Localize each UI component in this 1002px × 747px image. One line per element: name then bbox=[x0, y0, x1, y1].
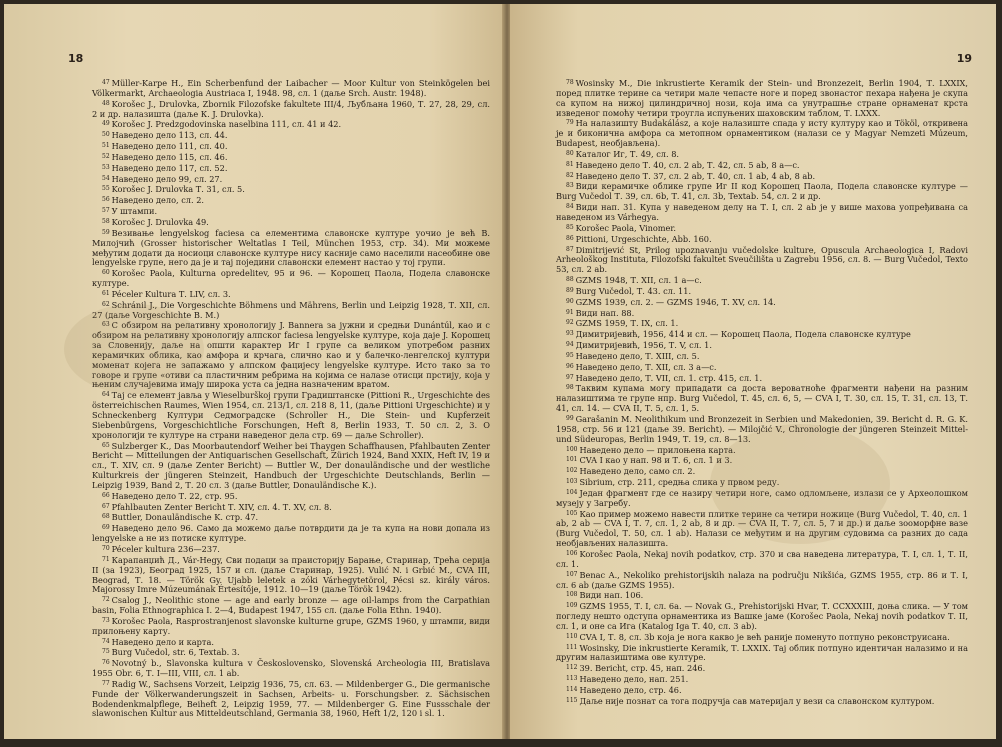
footnote-text: Наведено дело, Т. VII, сл. 1. стр. 415, сл. 1. bbox=[575, 372, 763, 383]
footnote-number: 87 bbox=[566, 245, 574, 253]
footnote bbox=[556, 362, 968, 373]
footnote bbox=[92, 174, 490, 185]
footnote-number: 97 bbox=[566, 373, 574, 381]
footnote-text: Novotný b., Slavonska kultura v Československo, Slovenská Archeologia III, Bratislava 1955 Obr. 6, Т. I—III, VIII, сл. 1 ab. bbox=[92, 658, 490, 679]
footnote bbox=[556, 373, 968, 384]
footnote bbox=[92, 99, 490, 120]
left-page bbox=[4, 4, 504, 739]
footnote bbox=[556, 549, 968, 570]
footnote-text: Везивање lengyelskog faciesa са елементима славонске културе уочио је већ В. Милојчић (Grosser historischer Weltatlas I Teil, München 1953, стр. 34). Ми можеме међутим додати да носиоци славонске културе нису касније само населили насеобине ове lengyelske групе, него да је и тај поједини славонски елемент настао у тој групи. bbox=[92, 227, 490, 268]
footnote bbox=[92, 152, 490, 163]
footnote-number: 77 bbox=[102, 679, 110, 687]
footnote-number: 92 bbox=[566, 319, 574, 327]
footnote-number: 76 bbox=[102, 659, 110, 667]
footnote-text: Види керамичке облике групе Иг II код Корошец Паола, Подела славонске културе — Burg Vučedol Т. 39, сл. 6b, Т. 41, сл. 3b, Textab. 54, сл. 2 и др. bbox=[556, 181, 968, 202]
footnote-text: Müller-Karpe H., Ein Scherbenfund der Laibacher — Moor Kultur von Steinkögelen bei Völkermarkt, Archaeologia Austriaca I, 1948. 98, сл. 1 (даље Srch. Austr. 1948). bbox=[92, 78, 490, 98]
footnote bbox=[556, 663, 968, 674]
footnote bbox=[92, 491, 490, 502]
footnote-number: 79 bbox=[566, 119, 574, 127]
footnote-number: 56 bbox=[102, 196, 110, 204]
footnote-text: Garašanin M. Neolithikum und Bronzezeit in Serbien und Makedonien, 39. Bericht d. R. G. K. 1958, стр. 56 и 121 (даље 39. Bericht). — Milojčić V., Chronologie der jüngeren Steinzeit Mittel- und Südeuropas, Berlin 1949, Т. 19, сл. 8—13. bbox=[556, 414, 968, 444]
footnote bbox=[92, 502, 490, 513]
footnote-text: Наведено дело 99, сл. 27. bbox=[111, 173, 223, 184]
footnote bbox=[556, 223, 968, 234]
footnote-number: 107 bbox=[566, 570, 578, 578]
footnote-text: Korošec J. Predzgodovinska naselbina 111, сл. 41 и 42. bbox=[111, 119, 342, 130]
footnote bbox=[92, 595, 490, 616]
footnote-text: Korošec J., Drulovka, Zbornik Filozofske fakultete III/4, Љубљана 1960, Т. 27, 28, 29, сл. 2 и др. налазишта (даље К. J. Drulovka). bbox=[92, 98, 490, 119]
footnote-number: 54 bbox=[102, 174, 110, 182]
footnote bbox=[92, 184, 490, 195]
footnote-number: 53 bbox=[102, 163, 110, 171]
footnote bbox=[556, 643, 968, 664]
footnote-text: Benac A., Nekoliko prehistorijskih nalaza na području Nikšića, GZMS 1955, стр. 86 и Т. I, сл. 6 ab (даље GZMS 1955). bbox=[556, 569, 968, 590]
footnote-number: 98 bbox=[566, 384, 574, 392]
footnote-text: Sibrium, стр. 211, средња слика у првом реду. bbox=[579, 477, 780, 488]
footnote-text: Korošec Paola, Rasprostranjenost slavonske kulturne grupe, GZMS 1960, у штампи, види прилоњену карту. bbox=[92, 615, 490, 636]
footnote-number: 105 bbox=[566, 509, 578, 517]
footnote-number: 55 bbox=[102, 185, 110, 193]
footnote-number: 86 bbox=[566, 234, 574, 242]
footnote-text: Schránil J., Die Vorgeschichte Böhmens und Mährens, Berlin und Leipzig 1928, Т. XII, сл. 27 (даље Vorgeschichte В. M.) bbox=[92, 299, 490, 320]
footnote-number: 57 bbox=[102, 207, 110, 215]
footnote-number: 88 bbox=[566, 276, 574, 284]
footnote bbox=[92, 616, 490, 637]
footnote bbox=[556, 245, 968, 276]
footnote-number: 104 bbox=[566, 488, 578, 496]
footnote-number: 91 bbox=[566, 308, 574, 316]
footnote-text: Тај се елемент јавља у Wieselburškoj групи Градиштанске (Pittioni R., Urgeschichte des österreichischen Raumes, Wien 1954, сл. 213/1, сл. 218 8, 11, (даље Pittioni Urgeschichte) и у Schneckenberg Култури Седмоградске (Schroller H., Die Stein- und Kupferzeit Siebenbürgens, Vorgeschichtliche Forschungen, Heft 8, Berlin 1933, Т. 50 сл. 2, 3. О хронологији те културе на страни наведеног дела стр. 69 — даље Schroller). bbox=[92, 390, 490, 440]
footnote bbox=[556, 696, 968, 707]
footnote-number: 108 bbox=[566, 591, 578, 599]
footnote-text: Sulzberger K., Das Moorbautendorf Weiher bei Thaygen Schaffhausen, Pfahlbauten Zenter Bericht — Mitteilungen der Antiquarischen Gesellschaft, Zürich 1924, Band XXIX, Heft IV, 19 и сл., Т. XIV, сл. 9 (даље Zenter Bericht) — Buttler W., Der donauländische und der westliche Kulturkreis der jüngeren Steinzeit, Handbuch der Urgeschichte Deutschlands, Berlin — Leipzig 1939, Band 2, Т. 20 сл. 3 (даље Buttler, Donauländische K.). bbox=[92, 440, 490, 490]
footnote-text: Wosinsky, Die inkrustierte Keramik, Т. LXXIX. Тај облик потпуно идентичан налазимо и на другим налазиштима ове културе. bbox=[556, 642, 968, 663]
footnote bbox=[556, 275, 968, 286]
footnote-number: 60 bbox=[102, 269, 110, 277]
footnote bbox=[92, 119, 490, 130]
page-number: 18 bbox=[68, 52, 84, 65]
footnote-number: 93 bbox=[566, 330, 574, 338]
footnote-text: Наведено дело, Т. XIII, сл. 5. bbox=[575, 350, 700, 361]
footnote bbox=[556, 297, 968, 308]
footnote-text: Наведено дело, Т. XII, сл. 3 а—с. bbox=[575, 361, 717, 372]
footnote bbox=[556, 632, 968, 643]
footnote-number: 63 bbox=[102, 321, 110, 329]
footnote-text: Види нап. 31. Купа у наведеном делу на Т. I, сл. 2 ab је у више махова уопређивана са наведеном из Várhegya. bbox=[556, 202, 968, 222]
footnote bbox=[556, 118, 968, 149]
footnote bbox=[556, 234, 968, 245]
footnote bbox=[556, 570, 968, 591]
footnote-text: У штампи. bbox=[111, 206, 158, 217]
footnote-text: Pfahlbauten Zenter Bericht Т. XIV, сл. 4. Т. XV, сл. 8. bbox=[111, 501, 332, 512]
footnote-number: 74 bbox=[102, 637, 110, 645]
footnote bbox=[92, 544, 490, 555]
right-page bbox=[510, 4, 996, 739]
footnote-number: 94 bbox=[566, 341, 574, 349]
footnote-number: 78 bbox=[566, 79, 574, 86]
footnote-text: GZMS 1939, сл. 2. — GZMS 1946, Т. XV, сл. 14. bbox=[575, 296, 776, 307]
footnote bbox=[92, 163, 490, 174]
footnote-number: 61 bbox=[102, 289, 110, 297]
footnote-number: 95 bbox=[566, 351, 574, 359]
footnote bbox=[556, 181, 968, 202]
footnote bbox=[92, 195, 490, 206]
footnote-text: Димитријевић, 1956, Т. V, сл. 1. bbox=[575, 340, 712, 351]
footnote bbox=[556, 590, 968, 601]
footnote-text: GZMS 1959, Т. IX, сл. 1. bbox=[575, 318, 679, 329]
footnote-number: 67 bbox=[102, 502, 110, 510]
footnote-text: Burg Vučedol, Т. 43. сл. 11. bbox=[575, 285, 692, 296]
paper-stain bbox=[710, 424, 890, 544]
footnote bbox=[556, 674, 968, 685]
footnote bbox=[92, 523, 490, 544]
footnote bbox=[92, 512, 490, 523]
footnotes-list bbox=[92, 78, 490, 719]
footnote-text: Наведено дело 115, сл. 46. bbox=[111, 151, 228, 162]
footnote-text: Види нап. 106. bbox=[579, 590, 644, 601]
footnote-number: 62 bbox=[102, 300, 110, 308]
footnote bbox=[92, 390, 490, 440]
footnote bbox=[92, 289, 490, 300]
footnote bbox=[556, 601, 968, 632]
footnote bbox=[556, 202, 968, 223]
footnote bbox=[92, 206, 490, 217]
footnote-number: 58 bbox=[102, 217, 110, 225]
footnote-text: GZMS 1948, Т. XII, сл. 1 а—с. bbox=[575, 275, 702, 286]
footnote bbox=[556, 286, 968, 297]
footnote-number: 66 bbox=[102, 491, 110, 499]
footnote-number: 112 bbox=[566, 664, 578, 672]
footnote-number: 89 bbox=[566, 286, 574, 294]
footnote-number: 75 bbox=[102, 648, 110, 656]
footnote bbox=[92, 679, 490, 719]
footnote bbox=[92, 130, 490, 141]
footnote-text: Један фрагмент где се назиру четири ноге, само одломљене, излази се у Археолошком музеју у Загребу. bbox=[556, 487, 968, 508]
footnote-text: Péceler Kultura Т. LIV, сл. 3. bbox=[111, 288, 231, 299]
footnote-text: Наведено дело, стр. 46. bbox=[579, 684, 682, 695]
footnote bbox=[92, 647, 490, 658]
footnote-number: 110 bbox=[566, 632, 578, 640]
footnote-text: Наведено дело Т. 40, сл. 2 ab, Т. 42, сл. 5 ab, 8 а—с. bbox=[575, 159, 800, 170]
footnote-text: На налазишту Budakálász, а које налазиште спада у исту културу као и Tököl, откривена је и биконична амфора са метопном орнаментиком (налази се у Magyar Nemzeti Múzeum, Budapest, необјављена). bbox=[556, 118, 968, 149]
footnote bbox=[92, 78, 490, 99]
footnote-number: 111 bbox=[566, 643, 578, 651]
footnote bbox=[556, 149, 968, 160]
footnote-number: 51 bbox=[102, 142, 110, 150]
footnote-number: 100 bbox=[566, 445, 578, 453]
footnote-number: 68 bbox=[102, 513, 110, 521]
footnote bbox=[92, 658, 490, 679]
footnote-text: Наведено дело, сл. 2. bbox=[111, 195, 205, 206]
footnotes-list bbox=[556, 78, 968, 707]
footnote-text: Korošec Paola, Kulturna opredelitev, 95 и 96. — Корошец Паола, Подела славонске културе. bbox=[92, 268, 490, 289]
footnote-number: 81 bbox=[566, 160, 574, 168]
footnote-text: Димитријевић, 1956, 414 и сл. — Корошец Паола, Подела славонске културе bbox=[575, 329, 911, 340]
footnote-number: 73 bbox=[102, 616, 110, 624]
footnote-number: 48 bbox=[102, 99, 110, 107]
footnote bbox=[92, 141, 490, 152]
footnote-text: Pittioni, Urgeschichte, Abb. 160. bbox=[575, 233, 712, 244]
footnote-text: Korošec Paola, Vinomer. bbox=[575, 222, 677, 233]
footnote-text: Wosinsky M., Die inkrustierte Keramik der Stein- und Bronzezeit, Berlin 1904, Т. LXXIX, поред плитке терине са четири мале чепасте ноге и поред звонастог пехара нађена је скупа са купом на нижој цилиндричној нози, која има са унутрашње стране орнаменат крста изведеног помоћу четири троугла испуњених шаховским таблом, Т. LXXX. bbox=[556, 78, 968, 118]
footnote-number: 82 bbox=[566, 171, 574, 179]
footnote-text: Наведено дело Т. 37, сл. 2 ab, Т. 40, сл. 1 ab, 4 ab, 8 ab. bbox=[575, 170, 816, 181]
footnote bbox=[556, 351, 968, 362]
footnote-number: 71 bbox=[102, 555, 110, 563]
footnote-text: Dimitrijević St, Prilog upoznavanju vučedolske kulture, Opuscula Archaeologica I, Radovi Arheološkog Instituta, Filozofski fakultet Sveučilišta u Zagrebu 1956, сл. 8. — Burg Vučedol, Texto 53, сл. 2 ab. bbox=[556, 244, 968, 275]
footnote-text: Види нап. 88. bbox=[575, 307, 635, 318]
footnote-number: 85 bbox=[566, 223, 574, 231]
footnote-text: Korošec J. Drulovka 49. bbox=[111, 216, 209, 227]
footnote bbox=[556, 318, 968, 329]
footnote-number: 50 bbox=[102, 131, 110, 139]
footnote-number: 47 bbox=[102, 79, 110, 86]
footnote bbox=[556, 329, 968, 340]
footnote-text: Наведено дело — прилоњена карта. bbox=[579, 444, 736, 455]
footnote-number: 65 bbox=[102, 441, 110, 449]
footnote bbox=[92, 228, 490, 268]
footnote-number: 102 bbox=[566, 467, 578, 475]
footnote bbox=[92, 268, 490, 289]
footnote-number: 114 bbox=[566, 685, 578, 693]
footnote-text: Наведено дело 96. Само да можемо даље потврдити да је та купа на нови допала из lengyelske а не из потиске културе. bbox=[92, 523, 490, 544]
paper-stain bbox=[64, 304, 204, 394]
footnote bbox=[92, 555, 490, 595]
footnote bbox=[92, 217, 490, 228]
footnote bbox=[556, 308, 968, 319]
footnote-text: CVA I као у нап. 98 и Т. 6, сл. 1 и 3. bbox=[579, 455, 733, 466]
footnote-text: Csalog J., Neolithic stone — age and early bronze — age oil-lamps from the Carpathian basin, Folia Ethnographica I. 2—4, Budapest 1947, 155 сл. (даље Folia Ethn. 1940). bbox=[92, 595, 490, 616]
footnote-number: 101 bbox=[566, 456, 578, 464]
footnote-text: Наведено дело, нап. 251. bbox=[579, 674, 689, 685]
footnote-number: 106 bbox=[566, 549, 578, 557]
footnote bbox=[92, 637, 490, 648]
footnote-number: 64 bbox=[102, 391, 110, 399]
footnote bbox=[92, 441, 490, 491]
footnote-number: 80 bbox=[566, 149, 574, 157]
footnote bbox=[556, 340, 968, 351]
footnote-number: 99 bbox=[566, 415, 574, 422]
footnote-text: Korošec J. Drulovka Т. 31, сл. 5. bbox=[111, 184, 245, 195]
footnote-text: GZMS 1955, Т. I, сл. 6а. — Novak G., Prehistorijski Hvar, Т. CCXXXIII, доња слика. — У том погледу нешто одступа орнаментика из Вашке јаме (Korošec Paola, Nekaj novih podatkov Т. II, сл. 1, и оне са Ига (Katalog Iga Т. 40, сл. 3 ab). bbox=[556, 601, 968, 631]
footnote-number: 115 bbox=[566, 696, 578, 704]
footnote-number: 83 bbox=[566, 182, 574, 190]
footnote-text: Radig W., Sachsens Vorzeit, Leipzig 1936, 75, сл. 63. — Mildenberger G., Die germanische Funde der Völkerwanderungszeit in Sachsen, Arbeits- u. Forschungsber. z. Sächsischen Bodendenkmalpflege, Beiheft 2, Leipzig 1959, 77. — Mildenberger G. Eine Fussschale der slawonischen Kultur aus Mitteldeutschland, Germania 38, 1960, Heft 1/2, 120 i sl. 1. bbox=[92, 678, 490, 719]
footnote-text: С обзиром на релативну хронологију J. Bannera за јужни и средњи Dunántúl, као и с обзиром на релативну хронологију алпског faciesa lengyelske културе, која даје J. Корошец за Словенију, даље на општи карактер Иг I групе са великом употребом разних керамичких облика, као амфора и крчага, слично као и у балечко-ленгелској култури моменат којега не запажамо у алпском фацијесу lengyelske културе. Исто тако за то говоре и групе «отиви са пластичним ребрима на којима се налазе отисци прстију, која у њеним случајевима имају широка уста са једна назначеним вратом. bbox=[92, 320, 490, 390]
footnote-number: 49 bbox=[102, 120, 110, 128]
footnote-number: 90 bbox=[566, 297, 574, 305]
footnote-number: 59 bbox=[102, 228, 110, 236]
footnote-number: 52 bbox=[102, 152, 110, 160]
footnote-text: Наведено дело и карта. bbox=[111, 636, 214, 647]
page-number: 19 bbox=[956, 52, 972, 65]
footnote-text: Наведено дело, само сл. 2. bbox=[579, 466, 696, 477]
footnote-text: Наведено дело 111, сл. 40. bbox=[111, 141, 228, 152]
footnote bbox=[556, 685, 968, 696]
footnote-text: Burg Vučedol, str. 6, Textab. 3. bbox=[111, 647, 240, 658]
footnote-text: Péceler kultura 236—237. bbox=[111, 543, 220, 554]
footnote-text: Наведено дело 113, сл. 44. bbox=[111, 130, 228, 141]
footnote-number: 113 bbox=[566, 675, 578, 683]
footnote-text: Korošec Paola, Nekaj novih podatkov, стр. 370 и сва наведена литература, Т. I, сл. 1, Т. II, сл. 1. bbox=[556, 548, 968, 569]
footnote-text: Наведено дело Т. 22, стр. 95. bbox=[111, 490, 238, 501]
footnote bbox=[556, 171, 968, 182]
footnote-text: Наведено дело 117, сл. 52. bbox=[111, 162, 228, 173]
footnote-text: Buttler, Donauländische K. стр. 47. bbox=[111, 512, 259, 523]
footnote-text: 39. Bericht, стр. 45, нап. 246. bbox=[579, 663, 706, 674]
footnote-number: 103 bbox=[566, 478, 578, 486]
footnote-number: 72 bbox=[102, 596, 110, 604]
footnote-text: Таквим купама могу припадати са доста вероватноће фрагменти нађени на разним налазиштима те групе нпр. Burg Vučedol, Т. 45, сл. 6, 5, — CVA I, Т. 30, сл. 15, Т. 31, сл. 13, Т. 41, сл. 14. — CVA II, Т. 5, сл. 1, 5. bbox=[556, 383, 968, 414]
footnote-number: 109 bbox=[566, 602, 578, 610]
footnote bbox=[556, 383, 968, 414]
footnote-text: Даље није познат са тога подручја сав материјал у вези са славонском културом. bbox=[579, 695, 935, 706]
footnote-number: 69 bbox=[102, 524, 110, 532]
footnote-text: Као пример можемо навести плитке терине са четири ножице (Burg Vučedol, Т. 40, сл. 1 ab, 2 ab — CVA I, Т. 7, сл. 1, 2 ab, 8 и др. — CVA II, Т. 7, сл. 5, 7 и др.) и даље зооморфне вазе (Burg Vučedol, Т. 50, сл. 1 ab). Налази се међутим и на другим судовима са разних до сада необјављених налазишта. bbox=[556, 508, 968, 549]
footnote-text: Карапанџић Д., Vár-Hegy, Сви подаци за праисторију Барање, Старинар, Трећа серија II (за 1923), Београд 1925, 157 и сл. (даље Старинар, 1925). Vulić N. i Grbić M., CVA III, Beograd, Т. 18. — Török Gy. Ujabb leletek a zóki Várhegytetörol, Pécsi sz. király város. Majorossy Imre Múzeumának Értesítője, 1912. 10—19 (даље Török 1942). bbox=[92, 554, 490, 595]
footnote bbox=[556, 160, 968, 171]
footnote bbox=[556, 78, 968, 118]
footnote-text: CVA I, Т. 8, сл. 3b која је нога какво је већ раније поменуто потпуно реконструисана. bbox=[579, 631, 950, 642]
footnote-number: 96 bbox=[566, 362, 574, 370]
footnote-number: 70 bbox=[102, 544, 110, 552]
footnote-text: Каталог Иг, Т. 49, сл. 8. bbox=[575, 148, 680, 159]
footnote-number: 84 bbox=[566, 203, 574, 211]
